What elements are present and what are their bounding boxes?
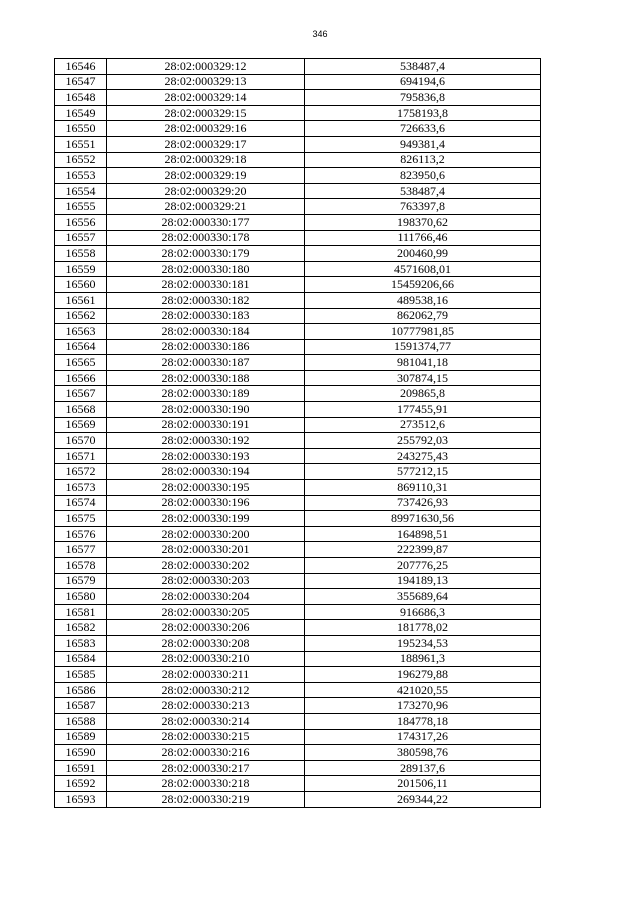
- cadastral-number-cell: 28:02:000330:180: [107, 261, 305, 277]
- value-cell: 184778,18: [305, 713, 541, 729]
- table-body: [55, 59, 541, 808]
- cadastral-number-cell: 28:02:000330:190: [107, 402, 305, 418]
- row-number-cell: 16570: [55, 433, 107, 449]
- value-cell: 4571608,01: [305, 261, 541, 277]
- cadastral-number-cell: 28:02:000330:218: [107, 776, 305, 792]
- value-cell: 255792,03: [305, 433, 541, 449]
- table-row: [55, 59, 541, 75]
- table-row: [55, 74, 541, 90]
- row-number-cell: 16559: [55, 261, 107, 277]
- cadastral-number-cell: 28:02:000330:215: [107, 729, 305, 745]
- value-cell: 862062,79: [305, 308, 541, 324]
- cadastral-number-cell: 28:02:000330:199: [107, 511, 305, 527]
- value-cell: 826113,2: [305, 152, 541, 168]
- row-number-cell: 16580: [55, 589, 107, 605]
- table-row: [55, 604, 541, 620]
- table-row: [55, 791, 541, 807]
- value-cell: 726633,6: [305, 121, 541, 137]
- row-number-cell: 16591: [55, 760, 107, 776]
- table-row: [55, 526, 541, 542]
- row-number-cell: 16576: [55, 526, 107, 542]
- cadastral-number-cell: 28:02:000330:177: [107, 214, 305, 230]
- cadastral-number-cell: 28:02:000330:214: [107, 713, 305, 729]
- table-row: [55, 651, 541, 667]
- table-row: [55, 183, 541, 199]
- value-cell: 737426,93: [305, 495, 541, 511]
- row-number-cell: 16555: [55, 199, 107, 215]
- row-number-cell: 16562: [55, 308, 107, 324]
- row-number-cell: 16593: [55, 791, 107, 807]
- row-number-cell: 16546: [55, 59, 107, 75]
- row-number-cell: 16590: [55, 745, 107, 761]
- value-cell: 188961,3: [305, 651, 541, 667]
- value-cell: 795836,8: [305, 90, 541, 106]
- row-number-cell: 16587: [55, 698, 107, 714]
- row-number-cell: 16584: [55, 651, 107, 667]
- row-number-cell: 16551: [55, 136, 107, 152]
- table-row: [55, 136, 541, 152]
- cadastral-number-cell: 28:02:000330:206: [107, 620, 305, 636]
- value-cell: 181778,02: [305, 620, 541, 636]
- row-number-cell: 16554: [55, 183, 107, 199]
- row-number-cell: 16564: [55, 339, 107, 355]
- row-number-cell: 16565: [55, 355, 107, 371]
- cadastral-number-cell: 28:02:000330:202: [107, 558, 305, 574]
- cadastral-number-cell: 28:02:000330:195: [107, 480, 305, 496]
- table-row: [55, 448, 541, 464]
- cadastral-number-cell: 28:02:000330:200: [107, 526, 305, 542]
- cadastral-number-cell: 28:02:000330:213: [107, 698, 305, 714]
- row-number-cell: 16585: [55, 667, 107, 683]
- cadastral-number-cell: 28:02:000330:194: [107, 464, 305, 480]
- table-row: [55, 214, 541, 230]
- row-number-cell: 16553: [55, 168, 107, 184]
- table-row: [55, 168, 541, 184]
- table-row: [55, 121, 541, 137]
- value-cell: 222399,87: [305, 542, 541, 558]
- table-row: [55, 620, 541, 636]
- value-cell: 195234,53: [305, 635, 541, 651]
- value-cell: 538487,4: [305, 59, 541, 75]
- value-cell: 421020,55: [305, 682, 541, 698]
- value-cell: 823950,6: [305, 168, 541, 184]
- table-row: [55, 370, 541, 386]
- table-row: [55, 558, 541, 574]
- value-cell: 1758193,8: [305, 105, 541, 121]
- table-row: [55, 261, 541, 277]
- cadastral-number-cell: 28:02:000330:183: [107, 308, 305, 324]
- value-cell: 111766,46: [305, 230, 541, 246]
- table-row: [55, 511, 541, 527]
- value-cell: 577212,15: [305, 464, 541, 480]
- row-number-cell: 16552: [55, 152, 107, 168]
- table-row: [55, 386, 541, 402]
- row-number-cell: 16592: [55, 776, 107, 792]
- row-number-cell: 16589: [55, 729, 107, 745]
- table-row: [55, 277, 541, 293]
- table-row: [55, 589, 541, 605]
- value-cell: 916686,3: [305, 604, 541, 620]
- value-cell: 489538,16: [305, 292, 541, 308]
- cadastral-number-cell: 28:02:000329:19: [107, 168, 305, 184]
- value-cell: 207776,25: [305, 558, 541, 574]
- row-number-cell: 16588: [55, 713, 107, 729]
- table-row: [55, 698, 541, 714]
- row-number-cell: 16548: [55, 90, 107, 106]
- cadastral-number-cell: 28:02:000330:179: [107, 246, 305, 262]
- value-cell: 538487,4: [305, 183, 541, 199]
- table-row: [55, 745, 541, 761]
- row-number-cell: 16573: [55, 480, 107, 496]
- cadastral-number-cell: 28:02:000330:204: [107, 589, 305, 605]
- value-cell: 196279,88: [305, 667, 541, 683]
- value-cell: 273512,6: [305, 417, 541, 433]
- table-row: [55, 105, 541, 121]
- cadastral-number-cell: 28:02:000330:205: [107, 604, 305, 620]
- cadastral-number-cell: 28:02:000329:20: [107, 183, 305, 199]
- table-row: [55, 355, 541, 371]
- cadastral-number-cell: 28:02:000329:21: [107, 199, 305, 215]
- table-row: [55, 433, 541, 449]
- cadastral-number-cell: 28:02:000330:219: [107, 791, 305, 807]
- table-row: [55, 760, 541, 776]
- page-number: 346: [312, 29, 328, 39]
- table-row: [55, 667, 541, 683]
- table-row: [55, 246, 541, 262]
- row-number-cell: 16578: [55, 558, 107, 574]
- table-row: [55, 713, 541, 729]
- table-row: [55, 495, 541, 511]
- row-number-cell: 16577: [55, 542, 107, 558]
- cadastral-number-cell: 28:02:000329:14: [107, 90, 305, 106]
- cadastral-value-table: [54, 58, 541, 808]
- cadastral-number-cell: 28:02:000330:187: [107, 355, 305, 371]
- value-cell: 173270,96: [305, 698, 541, 714]
- value-cell: 269344,22: [305, 791, 541, 807]
- cadastral-number-cell: 28:02:000330:211: [107, 667, 305, 683]
- table-row: [55, 324, 541, 340]
- cadastral-number-cell: 28:02:000330:178: [107, 230, 305, 246]
- cadastral-number-cell: 28:02:000329:16: [107, 121, 305, 137]
- cadastral-number-cell: 28:02:000330:193: [107, 448, 305, 464]
- value-cell: 200460,99: [305, 246, 541, 262]
- cadastral-number-cell: 28:02:000330:181: [107, 277, 305, 293]
- row-number-cell: 16569: [55, 417, 107, 433]
- value-cell: 355689,64: [305, 589, 541, 605]
- cadastral-number-cell: 28:02:000330:182: [107, 292, 305, 308]
- cadastral-number-cell: 28:02:000329:17: [107, 136, 305, 152]
- row-number-cell: 16583: [55, 635, 107, 651]
- value-cell: 869110,31: [305, 480, 541, 496]
- cadastral-number-cell: 28:02:000330:189: [107, 386, 305, 402]
- table-row: [55, 152, 541, 168]
- row-number-cell: 16561: [55, 292, 107, 308]
- value-cell: 243275,43: [305, 448, 541, 464]
- value-cell: 194189,13: [305, 573, 541, 589]
- value-cell: 694194,6: [305, 74, 541, 90]
- row-number-cell: 16581: [55, 604, 107, 620]
- row-number-cell: 16567: [55, 386, 107, 402]
- row-number-cell: 16560: [55, 277, 107, 293]
- table-row: [55, 573, 541, 589]
- table-row: [55, 230, 541, 246]
- cadastral-number-cell: 28:02:000330:216: [107, 745, 305, 761]
- row-number-cell: 16572: [55, 464, 107, 480]
- cadastral-number-cell: 28:02:000330:188: [107, 370, 305, 386]
- table-row: [55, 292, 541, 308]
- cadastral-number-cell: 28:02:000330:203: [107, 573, 305, 589]
- row-number-cell: 16575: [55, 511, 107, 527]
- table-row: [55, 417, 541, 433]
- value-cell: 89971630,56: [305, 511, 541, 527]
- cadastral-number-cell: 28:02:000329:13: [107, 74, 305, 90]
- value-cell: 177455,91: [305, 402, 541, 418]
- table-row: [55, 635, 541, 651]
- row-number-cell: 16579: [55, 573, 107, 589]
- cadastral-number-cell: 28:02:000330:191: [107, 417, 305, 433]
- row-number-cell: 16549: [55, 105, 107, 121]
- cadastral-number-cell: 28:02:000330:184: [107, 324, 305, 340]
- table-row: [55, 402, 541, 418]
- value-cell: 307874,15: [305, 370, 541, 386]
- value-cell: 10777981,85: [305, 324, 541, 340]
- row-number-cell: 16557: [55, 230, 107, 246]
- value-cell: 380598,76: [305, 745, 541, 761]
- cadastral-number-cell: 28:02:000330:192: [107, 433, 305, 449]
- row-number-cell: 16558: [55, 246, 107, 262]
- value-cell: 15459206,66: [305, 277, 541, 293]
- row-number-cell: 16566: [55, 370, 107, 386]
- row-number-cell: 16556: [55, 214, 107, 230]
- row-number-cell: 16563: [55, 324, 107, 340]
- cadastral-number-cell: 28:02:000330:208: [107, 635, 305, 651]
- table-row: [55, 90, 541, 106]
- value-cell: 949381,4: [305, 136, 541, 152]
- table-row: [55, 480, 541, 496]
- value-cell: 763397,8: [305, 199, 541, 215]
- cadastral-number-cell: 28:02:000329:18: [107, 152, 305, 168]
- table-row: [55, 339, 541, 355]
- value-cell: 201506,11: [305, 776, 541, 792]
- cadastral-number-cell: 28:02:000330:196: [107, 495, 305, 511]
- value-cell: 164898,51: [305, 526, 541, 542]
- row-number-cell: 16574: [55, 495, 107, 511]
- row-number-cell: 16582: [55, 620, 107, 636]
- table-row: [55, 776, 541, 792]
- cadastral-number-cell: 28:02:000329:15: [107, 105, 305, 121]
- row-number-cell: 16586: [55, 682, 107, 698]
- value-cell: 198370,62: [305, 214, 541, 230]
- cadastral-number-cell: 28:02:000330:186: [107, 339, 305, 355]
- value-cell: 289137,6: [305, 760, 541, 776]
- value-cell: 209865,8: [305, 386, 541, 402]
- table-row: [55, 308, 541, 324]
- value-cell: 981041,18: [305, 355, 541, 371]
- value-cell: 1591374,77: [305, 339, 541, 355]
- table-row: [55, 199, 541, 215]
- table-row: [55, 682, 541, 698]
- cadastral-number-cell: 28:02:000329:12: [107, 59, 305, 75]
- table-row: [55, 729, 541, 745]
- row-number-cell: 16571: [55, 448, 107, 464]
- cadastral-number-cell: 28:02:000330:210: [107, 651, 305, 667]
- row-number-cell: 16568: [55, 402, 107, 418]
- table-row: [55, 542, 541, 558]
- row-number-cell: 16547: [55, 74, 107, 90]
- cadastral-number-cell: 28:02:000330:217: [107, 760, 305, 776]
- row-number-cell: 16550: [55, 121, 107, 137]
- cadastral-number-cell: 28:02:000330:201: [107, 542, 305, 558]
- value-cell: 174317,26: [305, 729, 541, 745]
- cadastral-number-cell: 28:02:000330:212: [107, 682, 305, 698]
- table-row: [55, 464, 541, 480]
